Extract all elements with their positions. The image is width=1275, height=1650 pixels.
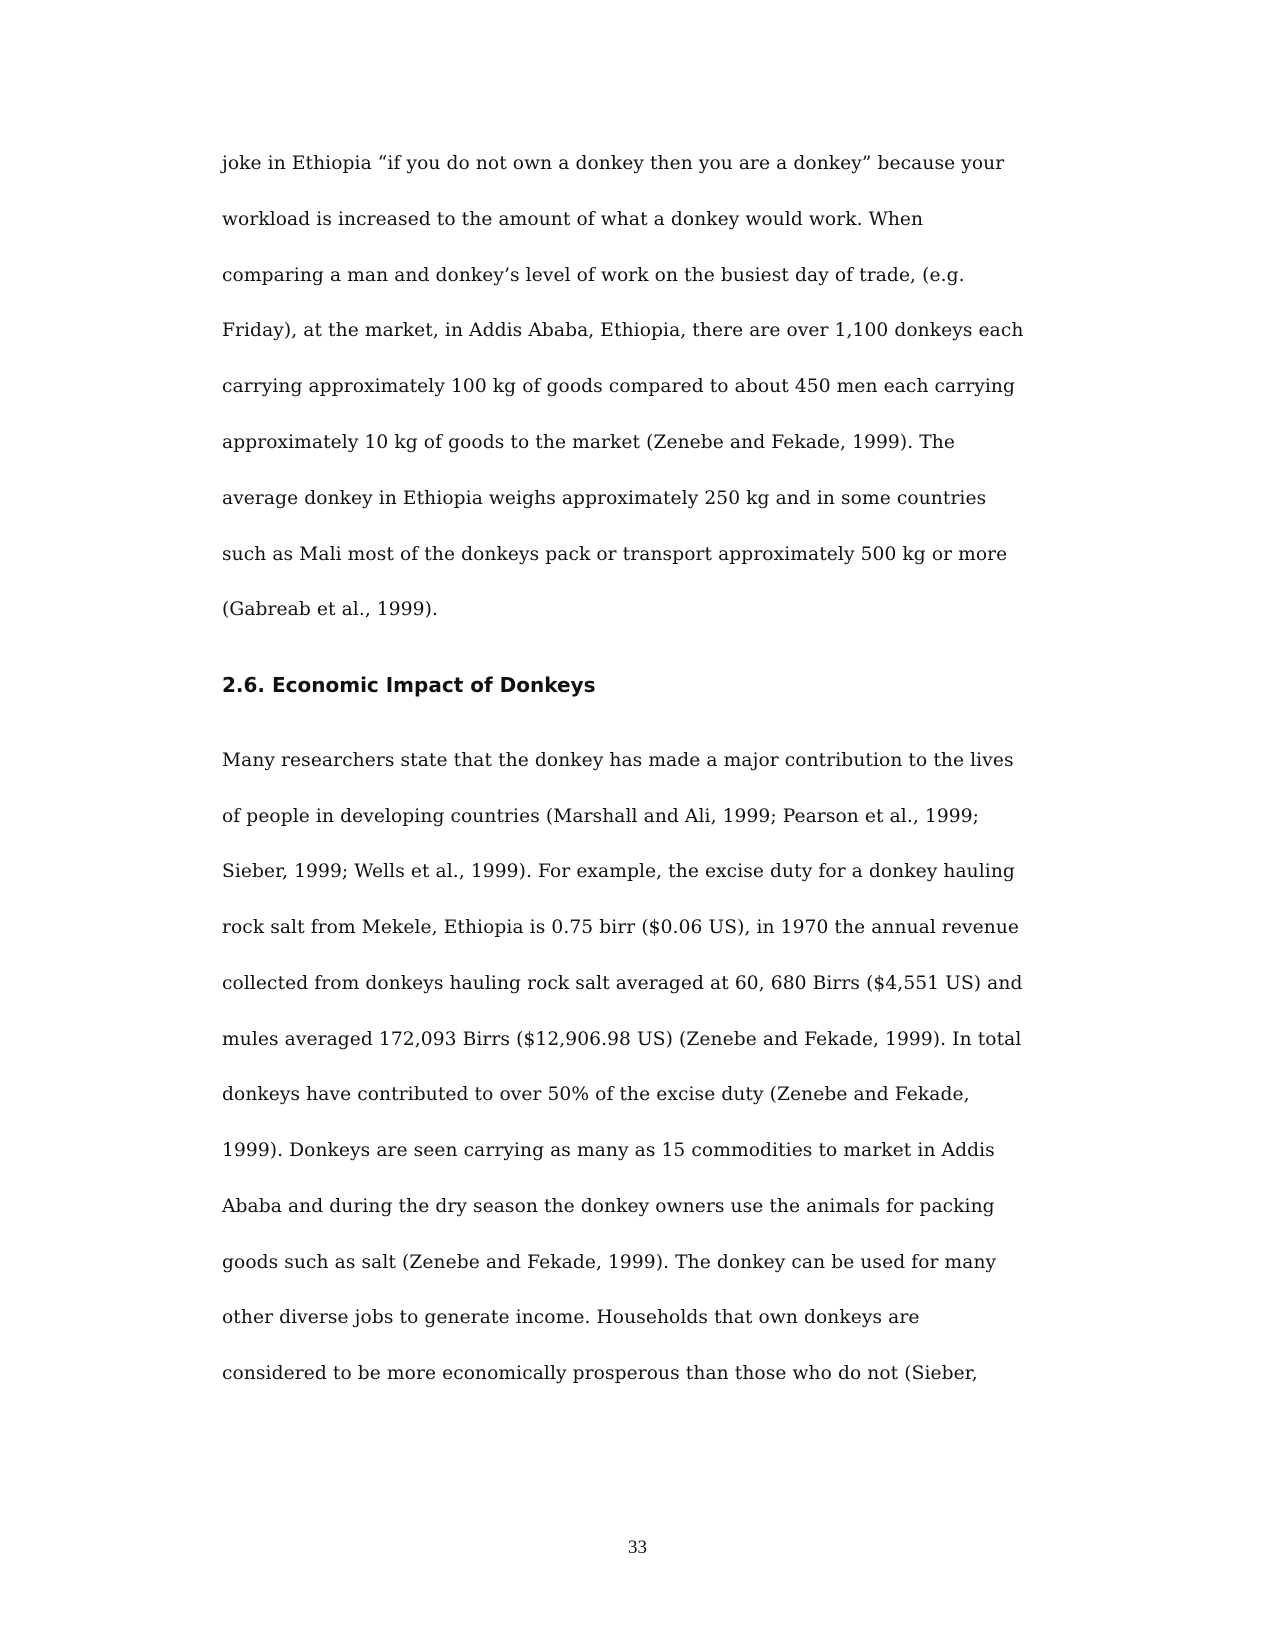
- body-text-line: considered to be more economically prosperous than those who do not (Sieber,: [222, 1363, 978, 1384]
- body-text-line: 1999). Donkeys are seen carrying as many as 15 commodities to market in Addis: [222, 1140, 995, 1161]
- body-text-line: joke in Ethiopia “if you do not own a donkey then you are a donkey” because your: [222, 153, 1005, 174]
- body-text-line: donkeys have contributed to over 50% of the excise duty (Zenebe and Fekade,: [222, 1084, 970, 1105]
- body-text-line: Many researchers state that the donkey has made a major contribution to the lives: [222, 750, 1014, 771]
- body-text-line: such as Mali most of the donkeys pack or transport approximately 500 kg or more: [222, 544, 1008, 565]
- body-text-line: (Gabreab et al., 1999).: [222, 599, 438, 620]
- body-text-line: of people in developing countries (Marshall and Ali, 1999; Pearson et al., 1999;: [222, 806, 980, 827]
- body-text-line: Sieber, 1999; Wells et al., 1999). For example, the excise duty for a donkey hauling: [222, 861, 1015, 882]
- body-text-line: mules averaged 172,093 Birrs ($12,906.98 US) (Zenebe and Fekade, 1999). In total: [222, 1029, 1022, 1050]
- body-text-line: average donkey in Ethiopia weighs approximately 250 kg and in some countries: [222, 488, 987, 509]
- body-text-line: Ababa and during the dry season the donkey owners use the animals for packing: [222, 1196, 995, 1217]
- body-text-line: carrying approximately 100 kg of goods compared to about 450 men each carrying: [222, 376, 1016, 397]
- body-text-line: Friday), at the market, in Addis Ababa, Ethiopia, there are over 1,100 donkeys each: [222, 320, 1024, 341]
- section-heading: 2.6. Economic Impact of Donkeys: [222, 673, 596, 697]
- body-text-line: other diverse jobs to generate income. Households that own donkeys are: [222, 1307, 920, 1328]
- body-text-line: goods such as salt (Zenebe and Fekade, 1999). The donkey can be used for many: [222, 1252, 997, 1273]
- body-text-line: workload is increased to the amount of what a donkey would work. When: [222, 209, 924, 230]
- body-text-line: comparing a man and donkey’s level of work on the busiest day of trade, (e.g.: [222, 265, 965, 286]
- page-number: 33: [628, 1537, 647, 1558]
- body-text-line: collected from donkeys hauling rock salt averaged at 60, 680 Birrs ($4,551 US) and: [222, 973, 1023, 994]
- body-text-line: approximately 10 kg of goods to the market (Zenebe and Fekade, 1999). The: [222, 432, 955, 453]
- body-text-line: rock salt from Mekele, Ethiopia is 0.75 birr ($0.06 US), in 1970 the annual revenue: [222, 917, 1020, 938]
